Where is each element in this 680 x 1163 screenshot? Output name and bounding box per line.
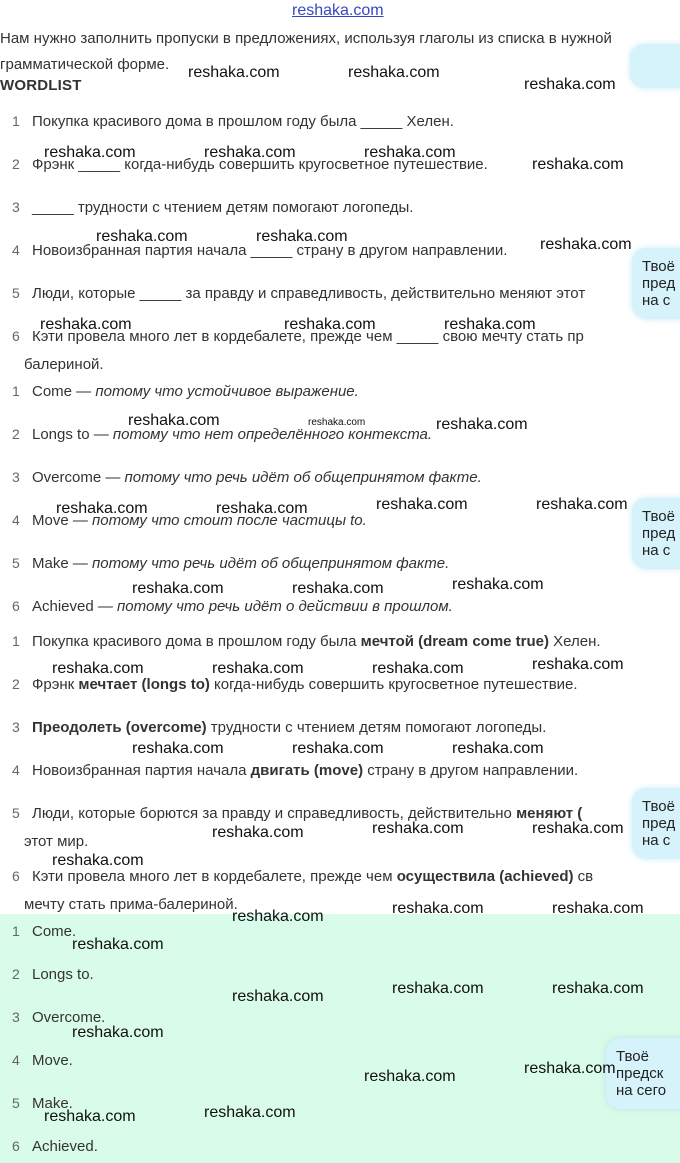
gap-text: Люди, которые _____ за правду и справедливость, действительно меняют этот — [32, 285, 586, 302]
watermark: reshaka.com — [372, 820, 464, 837]
item-number: 2 — [12, 676, 20, 692]
watermark: reshaka.com — [256, 228, 348, 245]
watermark: reshaka.com — [524, 1060, 616, 1077]
answer-sentence: Фрэнк мечтает (longs to) когда-нибудь совершить кругосветное путешествие. — [32, 676, 578, 693]
explanation-reason: потому что речь идёт о действии в прошлом. — [117, 598, 453, 615]
item-number: 4 — [12, 512, 20, 528]
gap-text: Фрэнк _____ когда-нибудь совершить кругосветное путешествие. — [32, 156, 488, 173]
watermark: reshaka.com — [348, 64, 440, 81]
item-number: 5 — [12, 555, 20, 571]
watermark: reshaka.com — [232, 908, 324, 925]
explanation-text — [32, 426, 432, 443]
watermark: reshaka.com — [132, 580, 224, 597]
watermark: reshaka.com — [452, 576, 544, 593]
watermark: reshaka.com — [372, 660, 464, 677]
watermark: reshaka.com — [132, 740, 224, 757]
short-answer-text: Overcome. — [32, 1009, 106, 1026]
answer-continuation: этот мир. — [24, 833, 89, 850]
short-answer-text: Come. — [32, 923, 77, 940]
watermark: reshaka.com — [44, 144, 136, 161]
explanation-reason: потому что речь идёт об общепринятом факте. — [92, 555, 450, 572]
popup-line: на с — [642, 292, 671, 309]
watermark: reshaka.com — [364, 1068, 456, 1085]
answer-highlight: мечтой (dream come true) — [360, 633, 549, 650]
popup-line: пред — [642, 525, 676, 542]
watermark: reshaka.com — [536, 496, 628, 513]
item-number: 1 — [12, 633, 20, 649]
item-number: 4 — [12, 1052, 20, 1068]
watermark: reshaka.com — [532, 156, 624, 173]
watermark: reshaka.com — [40, 316, 132, 333]
item-number: 2 — [12, 966, 20, 982]
intro-text: Нам нужно заполнить пропуски в предложениях, используя глаголы из списка в нужной грамматической форме. — [0, 30, 612, 73]
watermark: reshaka.com — [436, 416, 528, 433]
short-answer-text: Longs to. — [32, 966, 94, 983]
answer-continuation: мечту стать прима-балериной. — [24, 896, 238, 913]
watermark: reshaka.com — [540, 236, 632, 253]
watermark: reshaka.com — [72, 1024, 164, 1041]
watermark: reshaka.com — [376, 496, 468, 513]
popup-line: Твоё — [642, 258, 675, 275]
item-number: 6 — [12, 868, 20, 884]
item-number: 3 — [12, 199, 20, 215]
item-number: 5 — [12, 1095, 20, 1111]
popup-line: пред — [642, 275, 676, 292]
prediction-popup[interactable] — [632, 788, 680, 859]
watermark: reshaka.com — [392, 980, 484, 997]
explanation-text — [32, 555, 449, 572]
gap-text: _____ трудности с чтением детям помогают логопеды. — [32, 199, 414, 216]
popup-line: Твоё — [616, 1048, 649, 1065]
answer-word: Move — — [32, 512, 88, 529]
wordlist-heading: WORDLIST — [0, 77, 82, 94]
watermark: reshaka.com — [532, 656, 624, 673]
item-number: 4 — [12, 762, 20, 778]
gap-text-continuation: балериной. — [24, 356, 104, 373]
popup-line: Твоё — [642, 798, 675, 815]
explanation-reason: потому что речь идёт об общепринятом факте. — [124, 469, 482, 486]
watermark: reshaka.com — [44, 1108, 136, 1125]
answer-word: Achieved — — [32, 598, 113, 615]
watermark: reshaka.com — [56, 500, 148, 517]
watermark: reshaka.com — [552, 980, 644, 997]
watermark: reshaka.com — [292, 740, 384, 757]
explanation-text — [32, 383, 359, 400]
gap-text: Кэти провела много лет в кордебалете, прежде чем _____ свою мечту стать пр — [32, 328, 584, 345]
item-number: 3 — [12, 469, 20, 485]
watermark: reshaka.com — [52, 660, 144, 677]
item-number: 2 — [12, 426, 20, 442]
answer-sentence: Кэти провела много лет в кордебалете, прежде чем осуществила (achieved) св — [32, 868, 594, 885]
watermark: reshaka.com — [188, 64, 280, 81]
answer-highlight: меняют ( — [516, 805, 583, 822]
answer-highlight: двигать (move) — [250, 762, 364, 779]
watermark: reshaka.com — [212, 824, 304, 841]
watermark: reshaka.com — [96, 228, 188, 245]
answer-word: Overcome — — [32, 469, 121, 486]
explanation-reason: потому что устойчивое выражение. — [95, 383, 359, 400]
watermark: reshaka.com — [204, 144, 296, 161]
popup-line: предск — [616, 1065, 664, 1082]
prediction-popup[interactable] — [606, 1038, 680, 1109]
answer-highlight: мечтает (longs to) — [78, 676, 210, 693]
popup-line: пред — [642, 815, 676, 832]
popup-line: на с — [642, 832, 671, 849]
watermark: reshaka.com — [72, 936, 164, 953]
item-number: 6 — [12, 1138, 20, 1154]
item-number: 1 — [12, 383, 20, 399]
watermark: reshaka.com — [444, 316, 536, 333]
explanation-text — [32, 469, 482, 486]
answer-word: Longs to — — [32, 426, 109, 443]
prediction-popup[interactable] — [630, 44, 680, 88]
popup-line: на сего — [616, 1082, 667, 1099]
watermark: reshaka.com — [52, 852, 144, 869]
watermark: reshaka.com — [232, 988, 324, 1005]
explanation-text — [32, 598, 453, 615]
watermark: reshaka.com — [524, 76, 616, 93]
answer-word: Come — — [32, 383, 92, 400]
answer-sentence: Люди, которые борются за правду и справедливость, действительно меняют ( — [32, 805, 583, 822]
item-number: 5 — [12, 285, 20, 301]
answer-sentence: Преодолеть (overcome) трудности с чтением детям помогают логопеды. — [32, 719, 547, 736]
item-number: 3 — [12, 719, 20, 735]
answer-word: Make — — [32, 555, 88, 572]
item-number: 1 — [12, 113, 20, 129]
watermark: reshaka.com — [204, 1104, 296, 1121]
popup-line: на с — [642, 542, 671, 559]
short-answer-text: Make. — [32, 1095, 73, 1112]
watermark: reshaka.com — [392, 900, 484, 917]
watermark: reshaka.com — [532, 820, 624, 837]
answer-sentence: Покупка красивого дома в прошлом году была мечтой (dream come true) Хелен. — [32, 633, 601, 650]
popup-line: Твоё — [642, 508, 675, 525]
item-number: 3 — [12, 1009, 20, 1025]
site-title[interactable]: reshaka.com — [292, 2, 384, 19]
short-answer-text: Move. — [32, 1052, 73, 1069]
watermark: reshaka.com — [212, 660, 304, 677]
item-number: 4 — [12, 242, 20, 258]
prediction-popup[interactable] — [632, 248, 680, 319]
prediction-popup[interactable] — [632, 498, 680, 569]
watermark: reshaka.com — [284, 316, 376, 333]
answer-highlight: Преодолеть (overcome) — [32, 719, 207, 736]
answer-highlight: осуществила (achieved) — [396, 868, 574, 885]
item-number: 1 — [12, 923, 20, 939]
answer-sentence: Новоизбранная партия начала двигать (move) страну в другом направлении. — [32, 762, 579, 779]
item-number: 5 — [12, 805, 20, 821]
watermark: reshaka.com — [452, 740, 544, 757]
watermark: reshaka.com — [308, 417, 366, 428]
explanation-reason: потому что нет определённого контекста. — [112, 426, 433, 443]
gap-text: Новоизбранная партия начала _____ страну в другом направлении. — [32, 242, 508, 259]
watermark: reshaka.com — [128, 412, 220, 429]
watermark: reshaka.com — [292, 580, 384, 597]
item-number: 6 — [12, 328, 20, 344]
short-answer-text: Achieved. — [32, 1138, 98, 1155]
watermark: reshaka.com — [552, 900, 644, 917]
explanation-reason: потому что стоит после частицы to. — [92, 512, 367, 529]
watermark: reshaka.com — [216, 500, 308, 517]
item-number: 2 — [12, 156, 20, 172]
watermark: reshaka.com — [364, 144, 456, 161]
item-number: 6 — [12, 598, 20, 614]
gap-text: Покупка красивого дома в прошлом году была _____ Хелен. — [32, 113, 454, 130]
